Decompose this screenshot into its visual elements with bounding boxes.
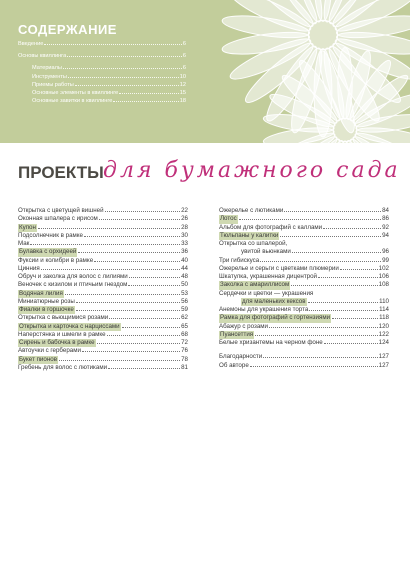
leader-dots [84,236,180,237]
toc-entry-page: 22 [181,207,188,214]
leader-dots [38,228,180,229]
toc-entry-title: Булавка с орхидеей [19,248,77,256]
toc-entry-title: Сердечки и цветки — украшения [219,289,314,297]
toc-entry-title: Абажур с розами [219,322,268,330]
toc-entry-page: 50 [181,281,188,289]
toc-entry [219,265,389,273]
toc-entry-title: Мак [18,240,30,247]
toc-entry-page: 36 [181,248,188,256]
leader-dots [63,68,182,69]
contents-section [0,0,410,140]
toc-entry-title: Ожерелье с лютиками [219,207,284,214]
toc-entry [18,73,186,81]
toc-entry-page: 96 [382,248,389,256]
toc-entry-page: 78 [181,355,188,363]
toc-entry [18,281,188,289]
leader-dots [129,277,180,278]
toc-entry-title: Обруч и заколка для волос с лилиями [18,273,128,280]
leader-dots [99,219,180,220]
leader-dots [260,261,381,262]
toc-entry-page: 40 [181,256,188,264]
leader-dots [113,101,178,102]
toc-entry [18,81,186,89]
toc-entry-page: 68 [181,330,188,338]
toc-entry-page: 118 [379,314,389,322]
toc-entry-title: Цинния [18,264,40,272]
toc-entry [18,89,186,97]
leader-dots [250,366,378,367]
toc-entry-page: 106 [378,273,389,280]
toc-entry [219,248,389,256]
toc-entry-title: Гребень для волос с лютиками [18,363,108,371]
toc-entry-title: Приемы работы [32,81,74,88]
toc-entry-title: Материалы [32,65,62,72]
toc-entry [219,306,389,314]
leader-dots [59,360,180,361]
leader-dots [119,93,179,94]
toc-entry-title: Ожерелье и серьги с цветками плюмерии [219,264,339,272]
toc-entry [18,364,188,372]
toc-entry-page: 76 [181,347,188,355]
leader-dots [122,327,181,328]
leader-dots [107,335,180,336]
leader-dots [340,269,378,270]
leader-dots [41,269,180,270]
toc-entry-title: Водяная лилия [19,289,63,297]
toc-entry-page: 94 [382,231,389,239]
toc-entry-page: 48 [181,273,188,280]
toc-entry-page: 56 [181,297,188,305]
toc-entry-page: 26 [181,215,188,223]
toc-entry-page: 15 [179,89,186,96]
leader-dots [332,318,378,319]
leader-dots [280,236,381,237]
leader-dots [97,343,180,344]
projects-list-right [219,207,389,370]
toc-entry-title: Открытка и карточка с нарциссами [19,322,120,330]
toc-entry-page: 59 [181,306,188,313]
toc-entry [18,339,188,347]
toc-entry-page: 86 [382,215,389,223]
toc-entry-title: Тюльпаны у калитки [220,231,279,239]
toc-entry-page: 122 [378,330,389,338]
toc-entry [219,257,389,265]
toc-entry-page: 127 [378,353,389,361]
toc-entry-title: Миниатюрные розы [18,297,75,305]
toc-entry [219,314,389,322]
leader-dots [318,277,378,278]
toc-entry-page: 72 [181,339,188,346]
toc-entry-title: Автоучки с герберами [18,347,81,355]
toc-entry-page: 10 [179,73,186,80]
toc-entry-page: 110 [379,297,389,305]
contents-title: СОДЕРЖАНИЕ [18,22,117,37]
toc-entry-title: Лотос [220,215,237,223]
leader-dots [76,310,180,311]
toc-entry-title: увитой вьюнками [241,248,291,256]
toc-entry-title: Открытка с вьющимися розами [18,314,109,322]
toc-entry-page: 6 [182,41,186,47]
leader-dots [30,244,180,245]
leader-dots [78,252,180,253]
toc-entry-page: 6 [182,53,186,60]
toc-entry-title: Об авторе [219,361,249,369]
leader-dots [292,252,381,253]
leader-dots [284,211,381,212]
toc-entry-page: 92 [382,223,389,231]
toc-entry-page: 62 [181,314,188,322]
toc-entry-page: 33 [181,240,188,247]
toc-entry-title: Белые хризантемы на черном фоне [219,339,323,346]
toc-entry-title: Пуансеттия [220,330,254,338]
toc-entry [18,298,188,306]
toc-entry-page: 127 [378,361,389,369]
toc-entry [18,273,188,281]
toc-entry [18,232,188,240]
projects-list-left [18,207,188,372]
projects-title: ПРОЕКТЫ [18,163,104,182]
toc-entry [219,224,389,232]
toc-entry [18,331,188,339]
toc-entry-title: Анемоны для украшения торта [219,306,309,313]
leader-dots [255,335,378,336]
leader-dots [109,318,180,319]
toc-entry [219,323,389,331]
toc-entry [219,339,389,347]
toc-entry-title: Наперстянка и шмели в рамке [18,330,106,338]
leader-dots [239,219,381,220]
toc-entry-title: Оконная шпалера с ирисом [18,215,98,223]
toc-entry [18,347,188,355]
toc-entry-title: Основные элементы в квиллинге [32,89,119,96]
toc-entry [18,64,186,72]
toc-entry [18,40,186,48]
toc-entry-title: Альбом для фотографий с каллами [219,223,323,231]
toc-entry-page: 81 [181,363,188,371]
toc-entry-page: 99 [382,256,389,264]
toc-entry-title: Фиалки в горшочке [19,306,74,313]
leader-dots [82,351,180,352]
toc-entry-title: Основные завитки в квиллинге [32,98,113,105]
toc-entry [219,298,389,306]
leader-dots [67,56,182,57]
leader-dots [76,302,180,303]
toc-entry [18,97,186,105]
leader-dots [269,327,378,328]
leader-dots [94,261,180,262]
toc-entry-page: 53 [181,289,188,297]
toc-entry-page: 18 [179,98,186,105]
leader-dots [324,343,378,344]
toc-entry [18,323,188,331]
toc-entry-title: Благодарности [219,353,263,361]
leader-dots [323,228,381,229]
toc-entry-page: 28 [181,223,188,231]
toc-entry-title: Открытка со шпалерой, [219,240,288,247]
toc-entry-page: 120 [378,322,389,330]
toc-entry [219,273,389,281]
toc-entry-title: Шкатулка, украшенная дицентрой [219,273,318,280]
toc-entry-title: Подсолнечник в рамке [18,231,83,239]
toc-entry [18,224,188,232]
toc-entry [219,331,389,339]
leader-dots [308,302,379,303]
toc-entry [18,240,188,248]
toc-entry-page: 44 [181,264,188,272]
leader-dots [65,294,180,295]
leader-dots [128,285,180,286]
toc-entry-title: для маленьких кексов [242,297,306,305]
toc-entry [18,356,188,364]
toc-entry [18,257,188,265]
toc-entry-title: Рамка для фотографий с гортензиями [220,314,331,322]
toc-entry-title: Букет пионов [19,355,57,363]
toc-entry-page: 102 [378,264,389,272]
toc-entry-title: Купон [19,223,36,231]
toc-entry-title: Введение [18,41,44,47]
leader-dots [75,85,179,86]
leader-dots [309,310,378,311]
toc-entry-title: Открытка с цветущей вишней [18,207,104,214]
toc-entry-page: 114 [379,306,389,313]
toc-entry [18,306,188,314]
toc-entry-title: Три гибискуса [219,256,260,264]
toc-entry [18,248,188,256]
toc-entry [219,240,389,248]
projects-subtitle: для бумажного сада [103,158,401,183]
toc-entry [219,215,389,223]
toc-entry [219,353,389,361]
toc-entry [219,362,389,370]
toc-entry [18,314,188,322]
toc-entry-page: 30 [181,231,188,239]
toc-entry-title: Заколка с амариллисом [220,281,290,289]
toc-entry-title: Веночек с кизилом и птичьим гнездом [18,281,128,289]
leader-dots [68,77,179,78]
toc-entry [219,207,389,215]
toc-entry-page: 65 [181,322,188,330]
toc-entry [18,207,188,215]
leader-dots [291,285,377,286]
toc-entry [219,232,389,240]
toc-entry-title: Основы квиллинга [18,53,67,60]
toc-entry-page: 84 [382,207,389,214]
leader-dots [105,211,181,212]
toc-entry [219,281,389,289]
leader-dots [44,44,182,45]
toc-entry [18,290,188,298]
toc-entry-title: Фуксии и колибри в рамке [18,256,94,264]
toc-entry-title: Сирень и бабочка в рамке [19,339,95,346]
toc-entry [18,52,186,60]
toc-entry [18,215,188,223]
toc-entry [18,265,188,273]
toc-entry [219,290,389,298]
leader-dots [108,368,180,369]
contents-list [18,40,186,105]
toc-entry-page: 6 [182,65,186,72]
leader-dots [263,357,377,358]
toc-entry-title: Инструменты [32,73,67,80]
toc-entry-page: 124 [378,339,389,346]
toc-entry-page: 12 [179,81,186,88]
toc-entry-page: 108 [378,281,389,289]
